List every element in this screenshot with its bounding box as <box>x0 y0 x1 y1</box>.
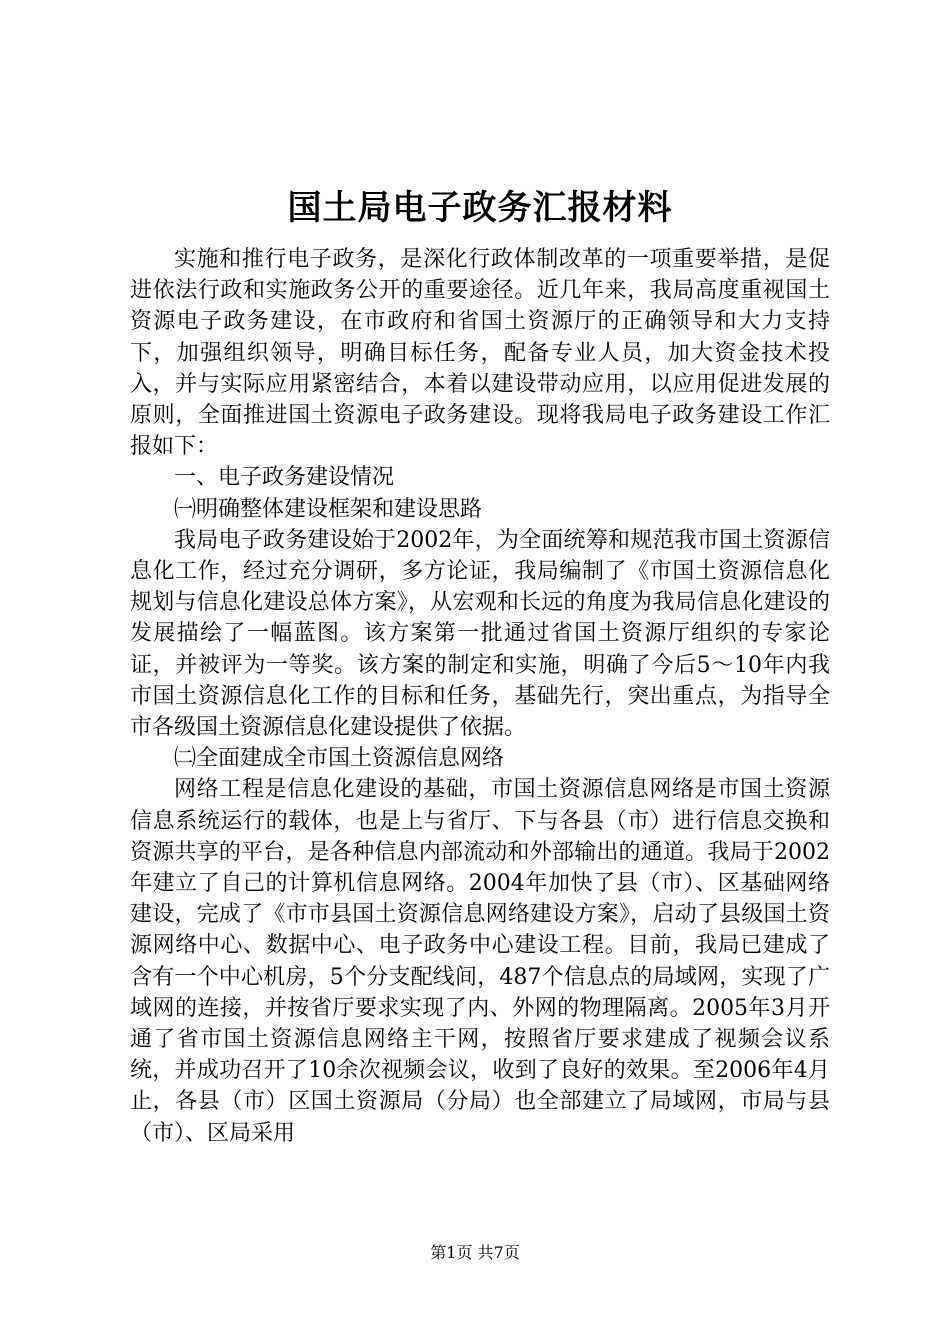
body-paragraph-2: 网络工程是信息化建设的基础，市国土资源信息网络是市国土资源信息系统运行的载体，也是上与省厅、下与各县（市）进行信息交换和资源共享的平台，是各种信息内部流动和外部输出的通道。我局于2002年建立了自己的计算机信息网络。2004年加快了县（市）、区基础网络建设，完成了《市市县国土资源信息网络建设方案》，启动了县级国土资源网络中心、数据中心、电子政务中心建设工程。目前，我局已建成了含有一个中心机房，5个分支配线间，487个信息点的局域网，实现了广域网的连接，并按省厅要求实现了内、外网的物理隔离。2005年3月开通了省市国土资源信息网络主干网，按照省厅要求建成了视频会议系统，并成功召开了10余次视频会议，收到了良好的效果。至2006年4月止，各县（市）区国土资源局（分局）也全部建立了局域网，市局与县（市）、区局采用 <box>130 777 830 1146</box>
document-page <box>130 180 830 1149</box>
document-title: 国土局电子政务汇报材料 <box>287 188 673 228</box>
body-paragraph-1: 我局电子政务建设始于2002年，为全面统筹和规范我市国土资源信息化工作，经过充分调研，多方论证，我局编制了《市国土资源信息化规划与信息化建设总体方案》，从宏观和长远的角度为我局信息化建设的发展描绘了一幅蓝图。该方案第一批通过省国土资源厅组织的专家论证，并被评为一等奖。该方案的制定和实施，明确了今后5～10年内我市国土资源信息化工作的目标和任务，基础先行，突出重点，为指导全市各级国土资源信息化建设提供了依据。 <box>130 527 830 741</box>
intro-paragraph: 实施和推行电子政务，是深化行政体制改革的一项重要举措，是促进依法行政和实施政务公开的重要途径。近几年来，我局高度重视国土资源电子政务建设，在市政府和省国土资源厅的正确领导和大力支持下，加强组织领导，明确目标任务，配备专业人员，加大资金技术投入，并与实际应用紧密结合，本着以建设带动应用，以应用促进发展的原则，全面推进国土资源电子政务建设。现将我局电子政务建设工作汇报如下： <box>130 247 830 460</box>
subsection-heading-1: ㈠明确整体建设框架和建设思路 <box>174 496 483 522</box>
subsection-heading-2: ㈡全面建成全市国土资源信息网络 <box>174 746 505 772</box>
document-body <box>130 244 830 1149</box>
page-footer: 第1页 共7页 <box>430 1243 520 1262</box>
section-heading-1: 一、电子政务建设情况 <box>174 465 395 491</box>
